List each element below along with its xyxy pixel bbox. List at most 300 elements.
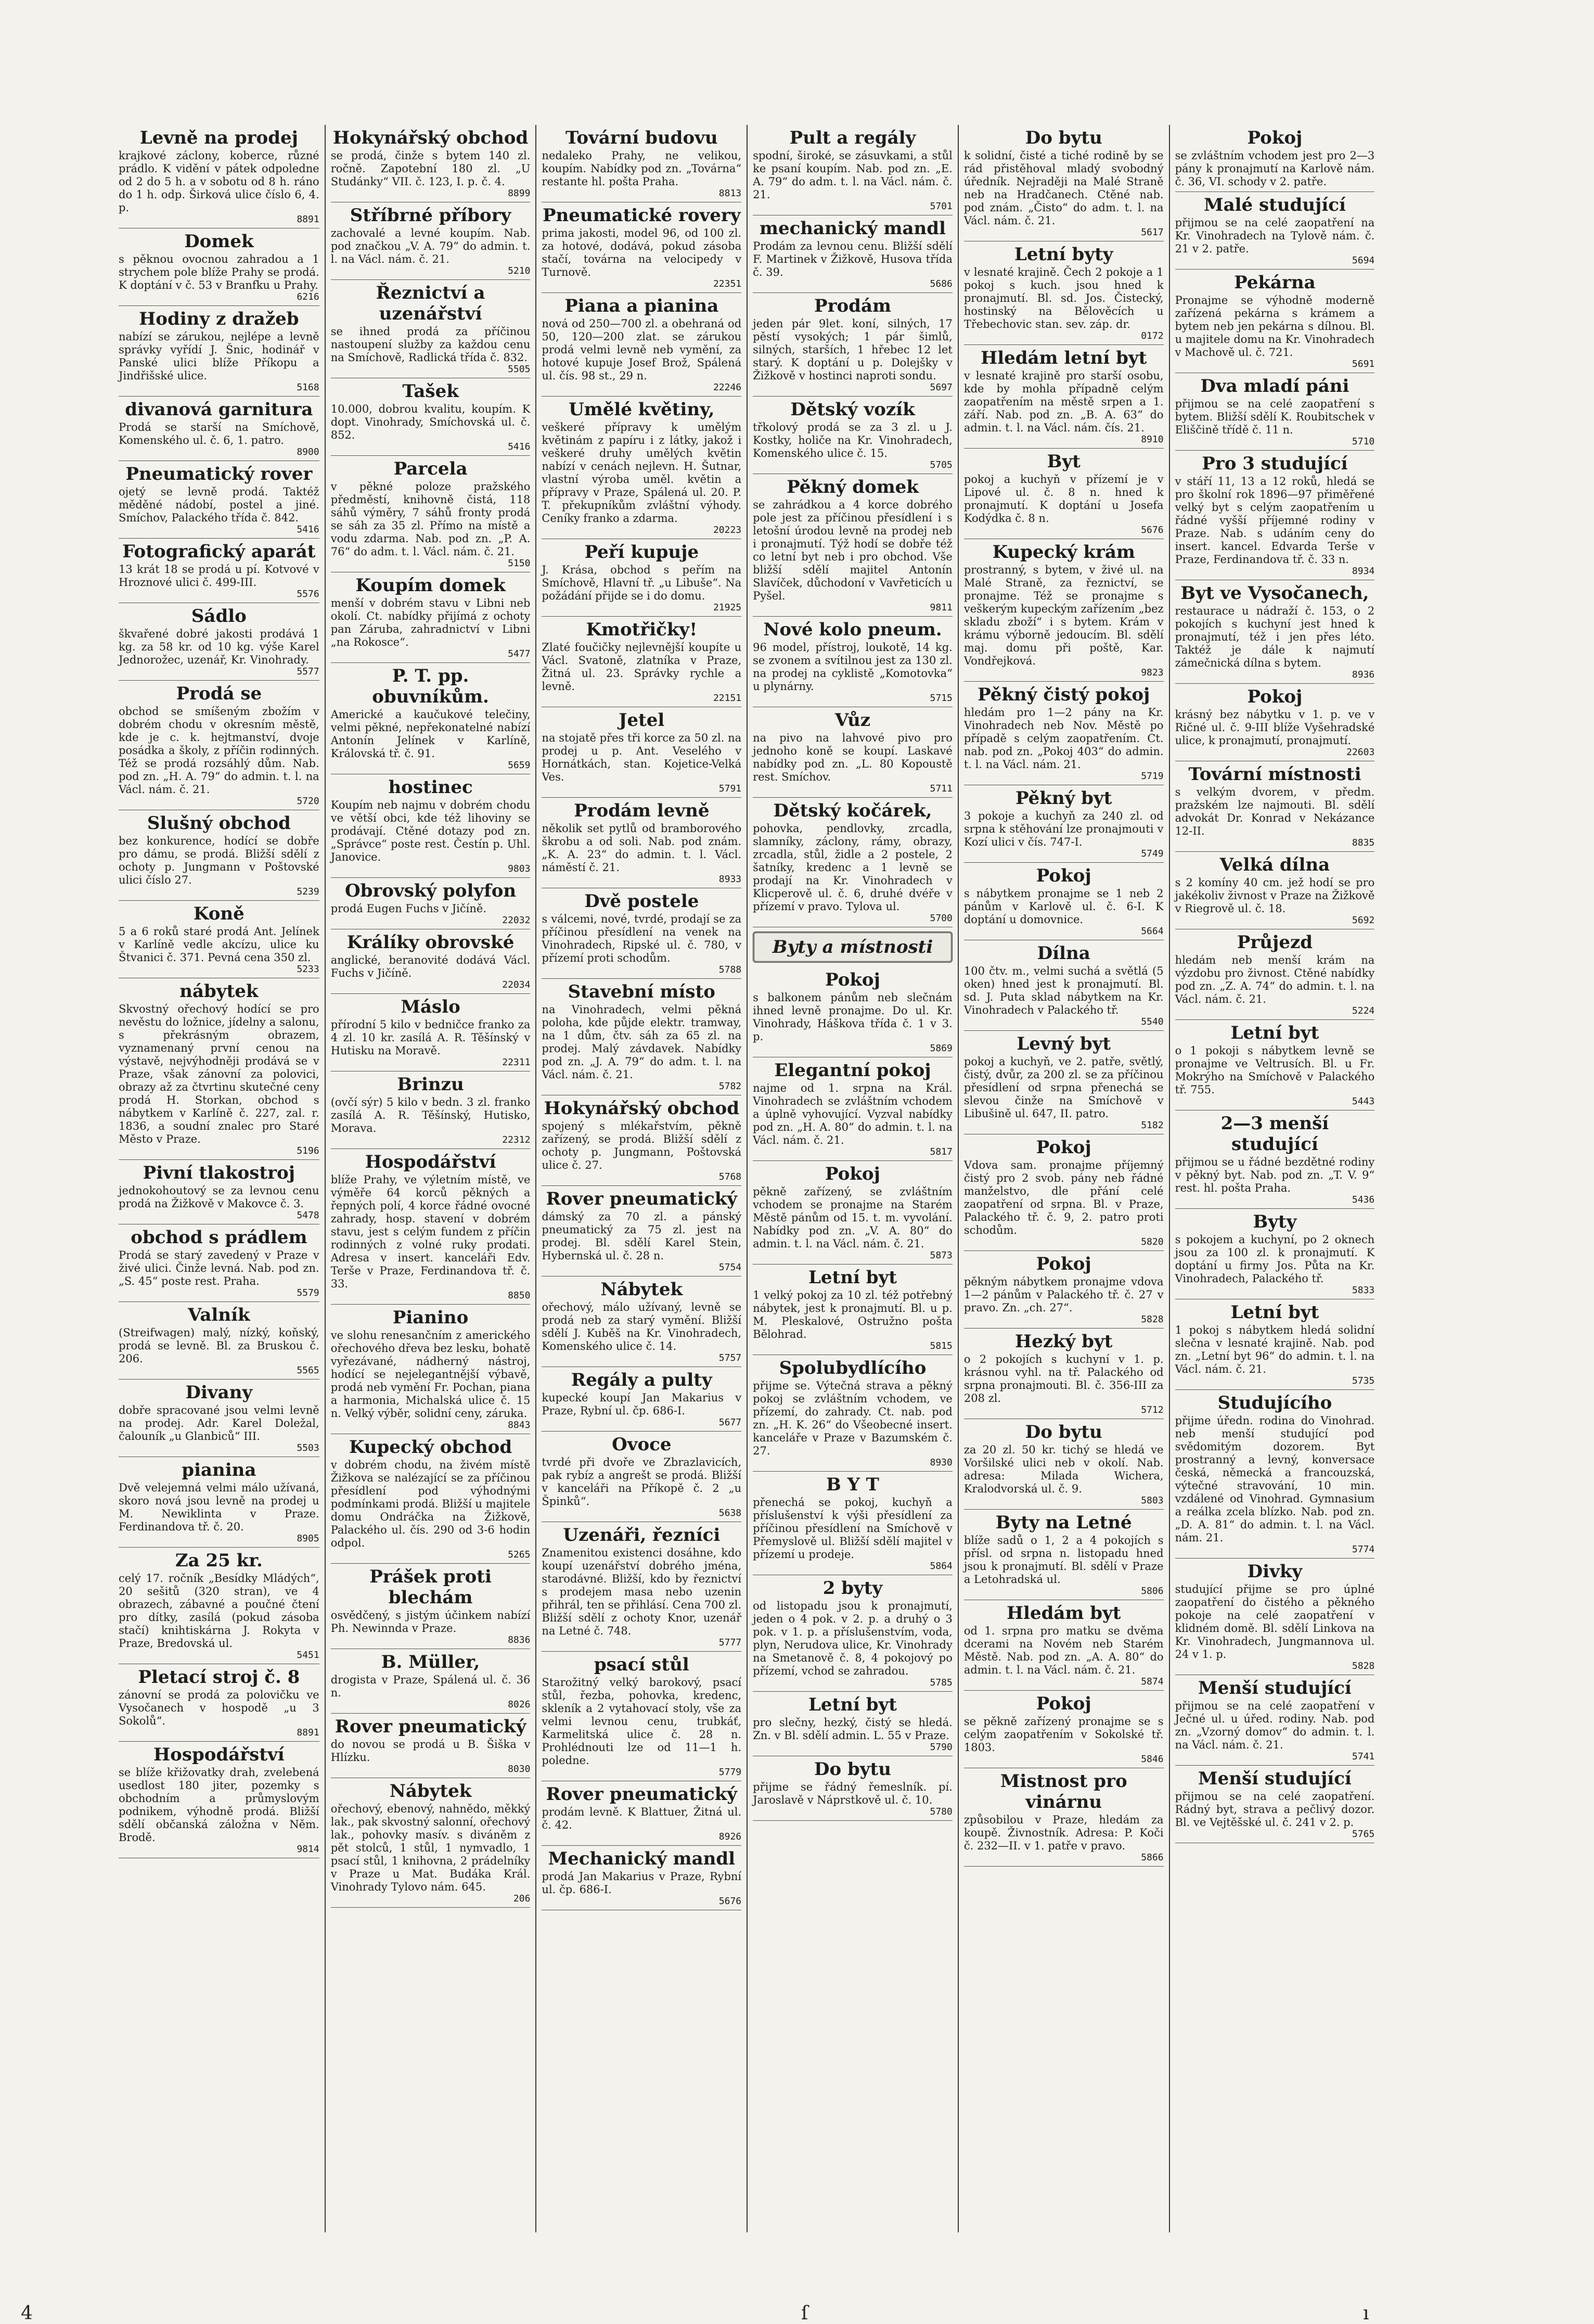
classified-ad xyxy=(119,1302,319,1380)
ad-body: způsobilou v Praze, hledám za koupě. Živnostník. Adresa: P. Koči č. 232—II. v 1. patře v pravo. xyxy=(963,1814,1164,1852)
ad-title: Byt xyxy=(1047,451,1081,472)
ad-title: Byt ve Vysočanech, xyxy=(1180,583,1369,604)
ad-title: Byty xyxy=(1253,1211,1297,1232)
classified-ad xyxy=(1175,1675,1375,1766)
ad-body: najme od 1. srpna na Král. Vinohradech se zvláštním vchodem a úplně vyhovující. Vyzval nabídky pod zn. „H. A. 80“ do admin. t. l. na Václ. nám. č. 21. xyxy=(753,1082,953,1146)
classified-ad xyxy=(964,682,1164,785)
classified-ad xyxy=(542,1367,741,1432)
classified-ad xyxy=(964,1419,1164,1510)
classified-ad xyxy=(119,1457,319,1548)
ad-number: 5676 xyxy=(718,1896,742,1907)
classified-ad xyxy=(119,978,319,1160)
ad-body: restaurace u nádraží č. 153, o 2 pokojích s kuchyní jest hned k pronajmutí, též i jen přes léto. Taktéž je dále k najmutí zámečnická dílna s bytem. xyxy=(1175,605,1375,669)
ad-number: 5478 xyxy=(297,1210,319,1221)
classified-ad xyxy=(331,1071,531,1149)
ad-number: 5791 xyxy=(718,783,742,794)
classified-ad xyxy=(964,241,1164,345)
classified-ad xyxy=(1175,1020,1375,1110)
ad-body: v stáří 11, 13 a 12 roků, hledá se pro školní rok 1896—97 přiměřené velký byt s celým zaopatřením u řádné vyšší příjemné rodiny v Praze. Nab. s udáním ceny do insert. kancel. Edvarda Terše v Praze, Ferdinandova tř. č. 33 n. xyxy=(1175,475,1375,566)
ad-body: tvrdé při dvoře ve Zbrazlavicích, pak rybíz a angrešt se prodá. Bližší v kanceláři na Příkopě č. 2 „u Špinků“. xyxy=(542,1456,742,1508)
ad-number: 5828 xyxy=(1141,1314,1164,1325)
ad-body: s velkým dvorem, v předm. pražském lze najmouti. Bl. sdělí advokát Dr. Konrad v Nekázance 12-II. xyxy=(1175,786,1375,837)
classified-ad xyxy=(753,1756,953,1821)
ad-title: Sádlo xyxy=(191,606,247,627)
ad-number: 5233 xyxy=(297,964,319,975)
ad-body: J. Krása, obchod s peřím na Smíchově, Hlavní tř. „u Libuše“. Na požádání přijde se i do domu. xyxy=(542,564,742,602)
ad-body: Dvě velejemná velmi málo užívaná, skoro nová jsou levně na prodej u M. Newiklinta v Praze. Ferdinandova tř. č. 20. xyxy=(119,1482,319,1533)
ad-title: Hezký byt xyxy=(1014,1331,1113,1352)
classified-ad xyxy=(331,1778,531,1908)
ads-column-3 xyxy=(535,125,747,2232)
ad-body: Prodá se starý zavedený v Praze v živé ulici. Činže levná. Nab. pod zn. „S. 45“ poste rest. Praha. xyxy=(119,1249,319,1287)
ad-body: se zvláštním vchodem jest pro 2—3 pány k pronajmutí na Karlově nám. č. 36, VI. schody v 2. patře. xyxy=(1175,149,1375,188)
ad-title: Pro 3 studující xyxy=(1202,453,1348,474)
ad-title: Dětský kočárek, xyxy=(773,800,932,821)
ad-body: ojetý se levně prodá. Taktéž měděné nádobí, postel a jiné. Smíchov, Palackého třída č. 842. xyxy=(119,486,319,524)
ad-body: pokoj a kuchyň, ve 2. patře, světlý, čistý, dvůr, za 200 zl. se za příčinou přesídlení od srpna přenechá se slevou činže na Smíchově v Libušině ul. 647, II. patro. xyxy=(963,1055,1164,1120)
classified-ad xyxy=(753,617,953,707)
ad-title: Menší studující xyxy=(1198,1768,1352,1789)
ad-title: Kupecký obchod xyxy=(349,1437,512,1458)
ad-number: 5677 xyxy=(718,1417,742,1428)
footer-mark-left: 4 xyxy=(21,2303,33,2324)
ad-body: nabízí se zárukou, nejlépe a levně správky vyřídí J. Šnic, hodinář v Panské ulici blíže Příkopu a Jindřišské ulice. xyxy=(119,330,319,382)
ad-title: Menší studující xyxy=(1198,1678,1352,1699)
ad-title: Spolubydlícího xyxy=(779,1358,927,1378)
ad-number: 22246 xyxy=(713,382,742,393)
ad-title: Studujícího xyxy=(1217,1393,1332,1413)
ad-title: Letní byt xyxy=(808,1694,897,1715)
ad-number: 5659 xyxy=(508,760,531,771)
ad-title: Do bytu xyxy=(1025,1422,1102,1442)
ad-number: 8934 xyxy=(1352,566,1375,577)
ad-number: 5700 xyxy=(930,913,953,924)
ad-body: o 1 pokoji s nábytkem levně se pronajme ve Veltrusích. Bl. u Fr. Mokrýho na Smíchově v Palackého tř. 755. xyxy=(1175,1044,1375,1096)
classified-ad xyxy=(331,994,531,1071)
ad-title: Dětský vozík xyxy=(790,399,915,420)
ad-number: 5540 xyxy=(1141,1016,1164,1027)
ad-number: 5576 xyxy=(297,589,319,599)
ad-number: 5436 xyxy=(1352,1194,1375,1205)
ad-number: 9811 xyxy=(930,602,953,613)
ad-number: 8926 xyxy=(718,1831,742,1842)
ad-number: 8835 xyxy=(1352,837,1375,848)
ad-number: 8850 xyxy=(508,1290,531,1301)
ad-number: 5711 xyxy=(930,783,953,794)
classified-ad xyxy=(331,1714,531,1778)
ad-number: 5735 xyxy=(1352,1375,1375,1386)
classified-ad xyxy=(119,1160,319,1224)
ad-body: Starožitný velký barokový, psací stůl, řezba, pohovka, kredenc, skleník a 2 vytahovací stoly, vše za velmi levnou cenu, trubkáť, Karmelitská ulice č. 28 n. Prohlédnouti lze od 11—1 h. poledne. xyxy=(542,1676,742,1767)
ad-body: přírodní 5 kilo v bedničce franko za 4 zl. 10 kr. zasílá A. R. Těšínský v Hutisku na Moravě. xyxy=(330,1018,531,1057)
classified-ad xyxy=(542,1652,741,1781)
ad-body: 100 čtv. m., velmi suchá a světlá (5 oken) hned jest k pronajmutí. Bl. sd. J. Puta sklad nábytkem na Kr. Vinohradech v Palackého tř. xyxy=(963,965,1164,1016)
ad-number: 8836 xyxy=(508,1635,531,1645)
ad-number: 9803 xyxy=(508,863,531,874)
ad-number: 5833 xyxy=(1352,1285,1375,1296)
ad-title: Jetel xyxy=(619,710,665,731)
classified-ad xyxy=(964,345,1164,449)
ad-body: v pěkné poloze pražského předměstí, knihovně čistá, 118 sáhů výměry, 7 sáhů fronty prodá se sáh za 35 zl. Přímo na místě a vodu zdarma. Nab. pod zn. „P. A. 76“ do adm. t. l. Václ. nám. č. 21. xyxy=(330,480,531,558)
classified-ad xyxy=(331,1649,531,1714)
ad-title: Stavební místo xyxy=(568,981,715,1002)
classified-ad xyxy=(542,293,741,397)
classified-ad xyxy=(753,1161,953,1265)
ad-title: B Y T xyxy=(826,1474,879,1495)
ad-body: se blíže křižovatky drah, zvelebená usedlost 180 jiter, pozemky s obchodním a průmyslovým podnikem, výhodně prodá. Bližší sdělí občanská záložna v Něm. Brodě. xyxy=(119,1766,319,1844)
classified-ad xyxy=(753,798,953,927)
ad-body: spojený s mlékařstvím, pěkně zařízený, se prodá. Bližší sdělí z ochoty p. Jungmann, Poštovská ulice č. 27. xyxy=(542,1120,742,1171)
ad-number: 5224 xyxy=(1352,1005,1375,1016)
classified-ad xyxy=(542,888,741,979)
ad-title: Dvě postele xyxy=(584,891,699,912)
classified-ad xyxy=(542,979,741,1095)
classified-ad xyxy=(1175,1209,1375,1299)
ad-title: pianina xyxy=(182,1460,256,1480)
ad-number: 8899 xyxy=(508,188,531,199)
classified-ad xyxy=(753,125,953,215)
classified-ad xyxy=(964,1134,1164,1251)
ad-body: pro slečny, hezký, čistý se hledá. Zn. v Bl. sdělí admin. L. 55 v Praze. xyxy=(753,1716,953,1742)
ads-column-2 xyxy=(325,125,536,2232)
classified-ad xyxy=(964,539,1164,682)
classified-ad xyxy=(331,774,531,878)
ad-number: 5505 xyxy=(508,364,531,375)
ad-number: 5754 xyxy=(718,1262,742,1273)
ad-body: drogista v Praze, Spálená ul. č. 36 n. xyxy=(330,1674,531,1699)
ad-title: hostinec xyxy=(388,777,473,798)
ad-body: přijmou se na celé zaopatření na Kr. Vinohradech na Tylově nám. č. 21 v 2. patře. xyxy=(1175,216,1375,255)
ad-body: se prodá, činže s bytem 140 zl. ročně. Zapotební 180 zl. „U Studánky“ VII. č. 123, I. p. č. 4. xyxy=(330,149,531,188)
ad-body: přijmou se na celé zaopatření. Rádný byt, strava a pečlivý dozor. Bl. ve Vejtěšské ul. č. 241 v 2. p. xyxy=(1175,1790,1375,1829)
ad-number: 8930 xyxy=(930,1457,953,1468)
ad-title: Pěkný čistý pokoj xyxy=(978,684,1150,705)
ad-body: se zahrádkou a 4 korce dobrého pole jest za příčinou přesídlení i s letošní úrodou levně na prodej neb i pronajmutí. Týž hodí se dobře též co letní byt neb i pro obchod. Vše bližší sdělí majitel Antonín Slavíček, důchodoní v Vavřeticích u Pyšel. xyxy=(753,499,953,602)
ad-number: 5477 xyxy=(508,648,531,659)
ad-number: 8910 xyxy=(1141,434,1164,445)
ad-title: Letní byt xyxy=(808,1267,897,1288)
ad-body: přijme úředn. rodina do Vinohrad. neb menší studující pod svědomitým dozorem. Byt prostranný a levný, konversace česká, německá a francouzská, výtečné stravování, 10 min. vzdálené od Vinohrad. Gymnasium a reálka zcela blízko. Nab. pod zn. „D. A. 81“ do admin. t. l. na Václ. nám. 21. xyxy=(1175,1414,1375,1544)
classified-ad xyxy=(119,397,319,461)
ad-body: nedaleko Prahy, ne velikou, koupím. Nabídky pod zn. „Továrna“ restante hl. pošta Praha. xyxy=(542,149,742,188)
classified-ad xyxy=(964,940,1164,1031)
classified-ad xyxy=(119,1380,319,1457)
ad-title: Nové kolo pneum. xyxy=(763,619,942,640)
classified-ad xyxy=(1175,852,1375,929)
ad-body: krásný bez nábytku v 1. p. ve v Ričné ul. č. 9-III blíže Vyšehradské ulice, k pronajmutí, pronajmutí. xyxy=(1175,708,1375,747)
classified-ad xyxy=(331,378,531,456)
classified-ad xyxy=(331,1305,531,1434)
ad-body: s pokojem a kuchyní, po 2 oknech jsou za 100 zl. k pronajmutí. K doptání u firmy Jos. Půta na Kr. Vinohradech, Palackého tř. xyxy=(1175,1233,1375,1285)
ad-title: Pokoj xyxy=(1036,1137,1091,1158)
ad-title: Peří kupuje xyxy=(584,542,699,563)
ad-body: na pivo na lahvové pivo pro jednoho koně se koupí. Laskavé nabídky pod zn. „L. 80 Kopoustě rest. Smíchov. xyxy=(753,732,953,783)
ad-body: zánovní se prodá za polovičku ve Vysočanech v hospodě „u 3 Sokolů“. xyxy=(119,1689,319,1727)
classified-ad xyxy=(119,539,319,603)
ad-number: 5565 xyxy=(297,1365,319,1376)
ad-title: Pneumatické rovery xyxy=(542,205,741,226)
classified-ad xyxy=(542,707,741,798)
ad-number: 0172 xyxy=(1141,330,1164,341)
ad-number: 8933 xyxy=(718,874,742,885)
ad-title: Pokoj xyxy=(825,1164,880,1184)
ad-title: Divany xyxy=(185,1382,253,1403)
ad-title: Prodám levně xyxy=(574,800,710,821)
ad-number: 5782 xyxy=(718,1081,742,1092)
ad-number: 5697 xyxy=(930,382,953,393)
ad-body: nová od 250—700 zl. a obehraná od 50, 120—200 zlat. se zárukou prodá velmi levně neb vymění, za hotové kupuje Josef Brož, Spálená ul. čís. 98 st., 29 n. xyxy=(542,317,742,382)
ad-title: Pekárna xyxy=(1234,272,1316,293)
classified-ad xyxy=(331,663,531,774)
ad-body: ve slohu renesančním z amerického ořechového dřeva bez lesku, bohatě vyřezávané, nádherný nástroj, hodící se nejelegantnější výbavě, prodá neb vymění Fr. Pochan, piana a harmonia, Michalská ulice č. 15 n. Velký výběr, solidní ceny, záruka. xyxy=(330,1329,531,1420)
ad-body: hledám neb menší krám na výzdobu pro živnost. Ctěné nabídky pod zn. „Z. A. 74“ do admin. t. l. na Václ. nám. č. 21. xyxy=(1175,954,1375,1005)
ad-number: 8030 xyxy=(508,1764,531,1774)
ad-title: Pokoj xyxy=(1247,127,1303,148)
ad-title: Slušný obchod xyxy=(147,813,291,834)
ad-title: Prášek proti blechám xyxy=(369,1566,492,1608)
ad-title: Kmotřičky! xyxy=(586,619,698,640)
ad-title: Vůz xyxy=(834,710,871,731)
ad-body: 1 pokoj s nábytkem hledá solidní slečna v lesnaté krajině. Nab. pod zn. „Letní byt 96“ do admin. t. l. na Václ. nám. č. 21. xyxy=(1175,1324,1375,1375)
ad-number: 5579 xyxy=(297,1287,319,1298)
ad-number: 5820 xyxy=(1141,1236,1164,1247)
ad-number: 22351 xyxy=(713,278,742,289)
ad-body: veškeré přípravy k umělým květinám z papíru i z látky, jakož i veškeré druhy umělých květin nabízí v cenách nejlevn. H. Šutnar, vlastní výroba uměl. květin a přípravy v Praze, Spálená ul. 20. P. T. překupníkům zvláštní výhody. Ceníky franko a zdarma. xyxy=(542,421,742,525)
ad-body: Pronajme se výhodně moderně zařízená pekárna s krámem a bytem neb jen pekárna s dílnou. Bl. u majitele domu na Kr. Vinohradech v Machově ul. č. 721. xyxy=(1175,294,1375,359)
ad-body: prima jakosti, model 96, od 100 zl. za hotové, dodává, pokud zásoba stačí, továrna na velocipedy v Turnově. xyxy=(542,227,742,278)
classified-ad xyxy=(964,1329,1164,1419)
ad-number: 5790 xyxy=(930,1742,953,1753)
classified-ad xyxy=(542,798,741,888)
ad-title: Pokoj xyxy=(1247,686,1303,707)
ad-number: 5780 xyxy=(930,1806,953,1817)
ad-title: Nábytek xyxy=(389,1781,472,1802)
ad-title: Pletací stroj č. 8 xyxy=(138,1667,300,1688)
ad-title: Domek xyxy=(184,231,254,252)
ad-body: přenechá se pokoj, kuchyň a příslušenství k výši přesídlení za příčinou přesídlení na Smíchově v Přemyslově ul. Bližší sdělí majitel v přízemí u prodeje. xyxy=(753,1496,953,1561)
classified-ad xyxy=(119,1664,319,1742)
classified-ad xyxy=(331,125,531,202)
ad-number: 5503 xyxy=(297,1442,319,1453)
ad-title: obchod s prádlem xyxy=(131,1227,307,1248)
ad-number: 22032 xyxy=(502,915,531,926)
ad-title: Mechanický mandl xyxy=(548,1848,736,1869)
ad-number: 5779 xyxy=(718,1767,742,1778)
ad-body: (ovčí sýr) 5 kilo v bedn. 3 zl. franko zasílá A. R. Těšínský, Hutisko, Morava. xyxy=(330,1096,531,1134)
classified-ad xyxy=(331,572,531,663)
classified-ad xyxy=(964,449,1164,539)
ad-title: Koně xyxy=(193,903,245,924)
ad-number: 5873 xyxy=(930,1250,953,1261)
ad-title: Dílna xyxy=(1037,943,1090,964)
ad-number: 22312 xyxy=(502,1134,531,1145)
ad-body: Skvostný ořechový hodící se pro nevěstu do ložnice, jídelny a salonu, s překrásným obrazem, vyznamenaný první cenou na výstavě, nejvýhodněji prodává se v Praze, však zánovní za polovici, obrazy až za čtvrtinu skutečné ceny prodá H. Storkan, obchod s nábytkem v Karlíně č. 227, zal. r. 1836, a soudní znalec pro Staré Město v Praze. xyxy=(119,1003,319,1145)
classified-ad xyxy=(119,306,319,397)
classified-ad xyxy=(119,228,319,306)
ad-body: prodám levně. K Blattuer, Žitná ul. č. 42. xyxy=(542,1806,742,1831)
ad-number: 8891 xyxy=(297,1727,319,1738)
ad-body: prodá Jan Makarius v Praze, Rybní ul. čp. 686-I. xyxy=(542,1870,742,1896)
ad-body: prostranný, s bytem, v živé ul. na Malé Straně, za řeznictví, se pronajme. Též se pronajme s veškerým kupeckým zařízením „bez skladu zboží“ i s bytem. Krám v krámu výborně jedoucím. Bl. sdělí maj. domu při poště, Kar. Vondřejková. xyxy=(963,564,1164,667)
ad-title: Letní byt xyxy=(1230,1023,1319,1043)
ad-body: 13 krát 18 se prodá u pí. Kotvové v Hroznové ulici č. 499-III. xyxy=(119,563,319,589)
classified-ad xyxy=(542,1781,741,1846)
classified-ad xyxy=(1175,451,1375,580)
ad-title: Pivní tlakostroj xyxy=(143,1163,295,1183)
classified-ad xyxy=(1175,270,1375,373)
ads-column-5 xyxy=(958,125,1169,2232)
ad-body: do novou se prodá u B. Šiška v Hlízku. xyxy=(330,1738,531,1764)
ad-title: Elegantní pokoj xyxy=(774,1060,931,1081)
ad-body: blíže Prahy, ve výletním místě, ve výměře 64 korců pěkných a řepných polí, 4 korce řádné ovocné zahrady, hosp. stavení v dobrém stavu, jest s celým fundem z příčin rodinných z volné ruky prodati. Adresa v insert. kanceláři Edv. Terše v Praze, Ferdinandova tř. č. 33. xyxy=(330,1173,531,1290)
ad-number: 206 xyxy=(513,1893,531,1904)
ad-body: přijme se. Výtečná strava a pěkný pokoj se zvláštním vchodem, ve přízemí, do zahrady. Ct. nab. pod zn. „H. K. 26“ do Všeobecné insert. kanceláře v Praze v Bazumském č. 27. xyxy=(753,1380,953,1457)
ad-number: 9823 xyxy=(1141,667,1164,678)
ad-body: studující přijme se pro úplné zaopatření do čistého a pěkného pokoje na celé zaopatření v klidném domě. Bl. sdělí Linkova na Kr. Vinohradech, Jungmannova ul. 24 v 1. p. xyxy=(1175,1583,1375,1661)
ad-number: 8843 xyxy=(508,1420,531,1431)
ad-title: Malé studující xyxy=(1203,195,1346,215)
classified-ad xyxy=(753,397,953,474)
ad-number: 5757 xyxy=(718,1352,742,1363)
ad-body: jednokohoutový se za levnou cenu prodá na Žižkově v Makovce č. 3. xyxy=(119,1184,319,1210)
classified-ad xyxy=(753,1355,953,1472)
ad-body: s pěknou ovocnou zahradou a 1 strychem pole blíže Prahy se prodá. K doptání v č. 53 v Branfku u Prahy. xyxy=(119,253,319,291)
ad-title: Fotografický aparát xyxy=(122,541,316,562)
classified-ad xyxy=(753,1575,953,1692)
ad-body: Prodá se starší na Smíchově, Komenského ul. č. 6, 1. patro. xyxy=(119,421,319,446)
ad-title: Hledám letní byt xyxy=(981,348,1147,368)
ad-body: 1 velký pokoj za 10 zl. též potřebný nábytek, jest k pronajmutí. Bl. u p. M. Pleskalové, Ostružno pošta Bělohrad. xyxy=(753,1289,953,1340)
ad-title: Pianino xyxy=(392,1307,469,1328)
ad-body: s nábytkem pronajme se 1 neb 2 pánům v Karlově ul. č. 6-I. K doptání u domovnice. xyxy=(963,887,1164,926)
ad-number: 5150 xyxy=(508,558,531,569)
classified-ad xyxy=(753,293,953,397)
ad-title: Ovoce xyxy=(612,1434,672,1455)
ad-number: 5686 xyxy=(930,278,953,289)
ad-body: pokoj a kuchyň v přízemí je v Lipové ul. č. 8 n. hned k pronajmutí. K doptání u Josefa Kodýdka č. 8 n. xyxy=(963,473,1164,525)
ad-number: 5692 xyxy=(1352,915,1375,926)
ad-body: Zlaté foučičky nejlevnější koupíte u Václ. Svatoně, zlatníka v Praze, Žitná ul. 23. Správky rychle a levně. xyxy=(542,641,742,693)
classified-ad xyxy=(119,681,319,810)
ad-number: 5803 xyxy=(1141,1495,1164,1506)
classified-ad xyxy=(964,1691,1164,1768)
ad-title: Levně na prodej xyxy=(139,127,298,148)
ad-number: 20223 xyxy=(713,525,742,535)
classified-ad xyxy=(964,1600,1164,1691)
ad-title: Brinzu xyxy=(397,1074,464,1095)
ad-title: Prodá se xyxy=(176,683,262,704)
classified-ad xyxy=(331,878,531,929)
ad-body: Prodám za levnou cenu. Bližší sdělí F. Martinek v Žižkově, Husova třída č. 39. xyxy=(753,240,953,278)
ad-body: v lesnaté krajině. Čech 2 pokoje a 1 pokoj s kuch. jsou hned k pronajmutí. Bl. sd. Jos. Čistecký, hostinský na Bělověcích u Třebechovic stan. sev. záp. dr. xyxy=(963,266,1164,330)
ad-title: Mistnost pro vinárnu xyxy=(1000,1771,1127,1812)
classified-ad xyxy=(964,1251,1164,1329)
ad-body: Vdova sam. pronajme příjemný čistý pro 2 svob. pány neb řádné manželstvo, dle přání celé zaopatření od srpna. Bl. v Praze, Palackého tř. č. 9, 2. patro proti schodům. xyxy=(963,1159,1164,1236)
classified-ad xyxy=(1175,1299,1375,1390)
ad-number: 5815 xyxy=(930,1340,953,1351)
classified-ad xyxy=(542,202,741,293)
ad-number: 5749 xyxy=(1141,848,1164,859)
section-banner: Byty a místnosti xyxy=(753,931,953,963)
ad-number: 8936 xyxy=(1352,669,1375,680)
classified-ad xyxy=(1175,929,1375,1020)
ad-number: 5617 xyxy=(1141,227,1164,238)
ad-title: Tovární místnosti xyxy=(1188,764,1361,785)
classified-ad xyxy=(119,125,319,228)
ad-title: Kupecký krám xyxy=(992,542,1135,563)
ad-body: celý 17. ročník „Besídky Mládých“, 20 sešitů (320 stran), ve 4 obrazech, zábavné a poučné čtení pro dítky, zasílá (pokud zásoba stačí) knihtiskárna J. Rokyta v Praze, Bredovská ul. xyxy=(119,1572,319,1650)
footer-mark-center: ſ xyxy=(801,2303,808,2324)
ad-body: Znamenitou existenci dosáhne, kdo koupí uzenářství dobrého jména, starodávné. Bližší, kdo by řeznictví s prodejem masa nebo uzenin přihrál, ten se přihlásí. Cena 700 zl. Bližší sdělí z ochoty Knor, uzenář na Letné č. 748. xyxy=(542,1547,742,1637)
ad-title: 2 byty xyxy=(822,1578,883,1599)
ad-number: 5788 xyxy=(718,964,742,975)
ad-number: 5777 xyxy=(718,1637,742,1648)
ad-body: od 1. srpna pro matku se dvěma dcerami na Novém neb Starém Městě. Nab. pod zn. „A. A. 80“ do admin. t. l. na Václ. nám. č. 21. xyxy=(963,1625,1164,1676)
ad-body: s 2 komíny 40 cm. jež hodí se pro jakékoliv živnost v Praze na Žižkově v Riegrově ul. č. 18. xyxy=(1175,876,1375,915)
ads-column-6 xyxy=(1169,125,1380,2232)
classified-ad xyxy=(964,1510,1164,1600)
ad-title: nábytek xyxy=(179,981,259,1002)
classified-ad xyxy=(753,967,953,1057)
ad-body: kupecké koupí Jan Makarius v Praze, Rybní ul. čp. 686-I. xyxy=(542,1391,742,1417)
ad-body: přijme se řádný řemeslník. pí. Jaroslavě v Náprstkově ul. č. 10. xyxy=(753,1781,953,1806)
ad-title: Uzenáři, řezníci xyxy=(563,1525,721,1546)
ad-title: Divky xyxy=(1247,1561,1303,1582)
ad-title: Pokoj xyxy=(825,969,880,990)
ad-title: Máslo xyxy=(401,997,460,1017)
classified-ad xyxy=(542,539,741,617)
ad-title: P. T. pp. obuvníkům. xyxy=(372,666,489,707)
ad-number: 5720 xyxy=(297,796,319,807)
ad-title: Hokynářský obchod xyxy=(544,1098,739,1119)
ad-body: na stojatě přes tři korce za 50 zl. na prodej u p. Ant. Veselého v Hornátkách, stan. Kojetice-Velká Ves. xyxy=(542,732,742,783)
ad-title: mechanický mandl xyxy=(760,218,946,239)
ad-title: Tovární budovu xyxy=(565,127,718,148)
ad-body: přijmou se na celé zaopatření v Ječné ul. u úřed. rodiny. Nab. pod zn. „Vzorný domov“ do admin. t. l. na Václ. nám. č. 21. xyxy=(1175,1700,1375,1751)
ad-number: 5846 xyxy=(1141,1754,1164,1765)
ad-body: ořechový, ebenový, nahnědo, měkký lak., pak skvostný salonní, ořechový lak., pohovky masív. s diváněm z pět stolců, 1 stůl, 1 nymvadlo, 1 psací stůl, 1 knihovna, 2 prádelníky v Praze u Mat. Budáka Král. Vinohrady Tylovo nám. 645. xyxy=(330,1803,531,1893)
classified-ad xyxy=(331,1564,531,1649)
ad-body: (Streifwagen) malý, nízký, koňský, prodá se levně. Bl. za Bruskou č. 206. xyxy=(119,1326,319,1365)
ad-number: 5866 xyxy=(1141,1852,1164,1863)
classified-ad xyxy=(1175,580,1375,684)
classified-ad xyxy=(119,1742,319,1858)
ad-number: 5210 xyxy=(508,265,531,276)
ad-number: 5715 xyxy=(930,693,953,704)
ad-number: 5712 xyxy=(1141,1404,1164,1415)
ad-number: 5239 xyxy=(297,886,319,897)
classified-ad xyxy=(119,603,319,681)
ad-number: 5577 xyxy=(297,666,319,677)
ad-number: 21925 xyxy=(713,602,742,613)
ad-title: Pokoj xyxy=(1036,865,1091,886)
ad-body: 5 a 6 roků staré prodá Ant. Jelínek v Karlíně vedle akcízu, ulice ku Štvanici č. 371. Pevná cena 350 zl. xyxy=(119,925,319,964)
ad-number: 5705 xyxy=(930,459,953,470)
ads-column-4 xyxy=(747,125,958,2232)
classified-ad xyxy=(331,929,531,994)
ad-title: Levný byt xyxy=(1017,1033,1111,1054)
ad-body: s válcemi, nové, tvrdé, prodají se za příčinou přesídlení na venek na Vinohradech, Ripské ul. č. 780, v přízemí proti schodům. xyxy=(542,913,742,964)
ad-body: třkolový prodá se za 3 zl. u J. Kostky, holiče na Kr. Vinohradech, Komenského ulice č. 15. xyxy=(753,421,953,459)
ad-title: Letní byty xyxy=(1014,244,1113,265)
ad-body: 10.000, dobrou kvalitu, koupím. K dopt. Vinohrady, Smíchovská ul. č. 852. xyxy=(330,403,531,441)
ad-title: Valník xyxy=(188,1305,250,1325)
ad-title: Rover pneumatický xyxy=(546,1189,738,1209)
classified-ad xyxy=(1175,125,1375,192)
ad-body: 3 pokoje a kuchyň za 240 zl. od srpna k stěhování lze pronajmouti v Kozí ulici v čís. 747-I. xyxy=(963,810,1164,848)
ad-body: pěkně zařízený, se zvláštním vchodem se pronajme na Starém Městě pánům od 15. t. m. vyvolání. Nabídky pod zn. „V. A. 80“ do admin. t. l. na Václ. nám. č. 21. xyxy=(753,1185,953,1250)
ad-body: bez konkurence, hodící se dobře pro dámu, se prodá. Bližší sdělí z ochoty p. Jungmann v Poštovské ulici číslo 27. xyxy=(119,835,319,886)
